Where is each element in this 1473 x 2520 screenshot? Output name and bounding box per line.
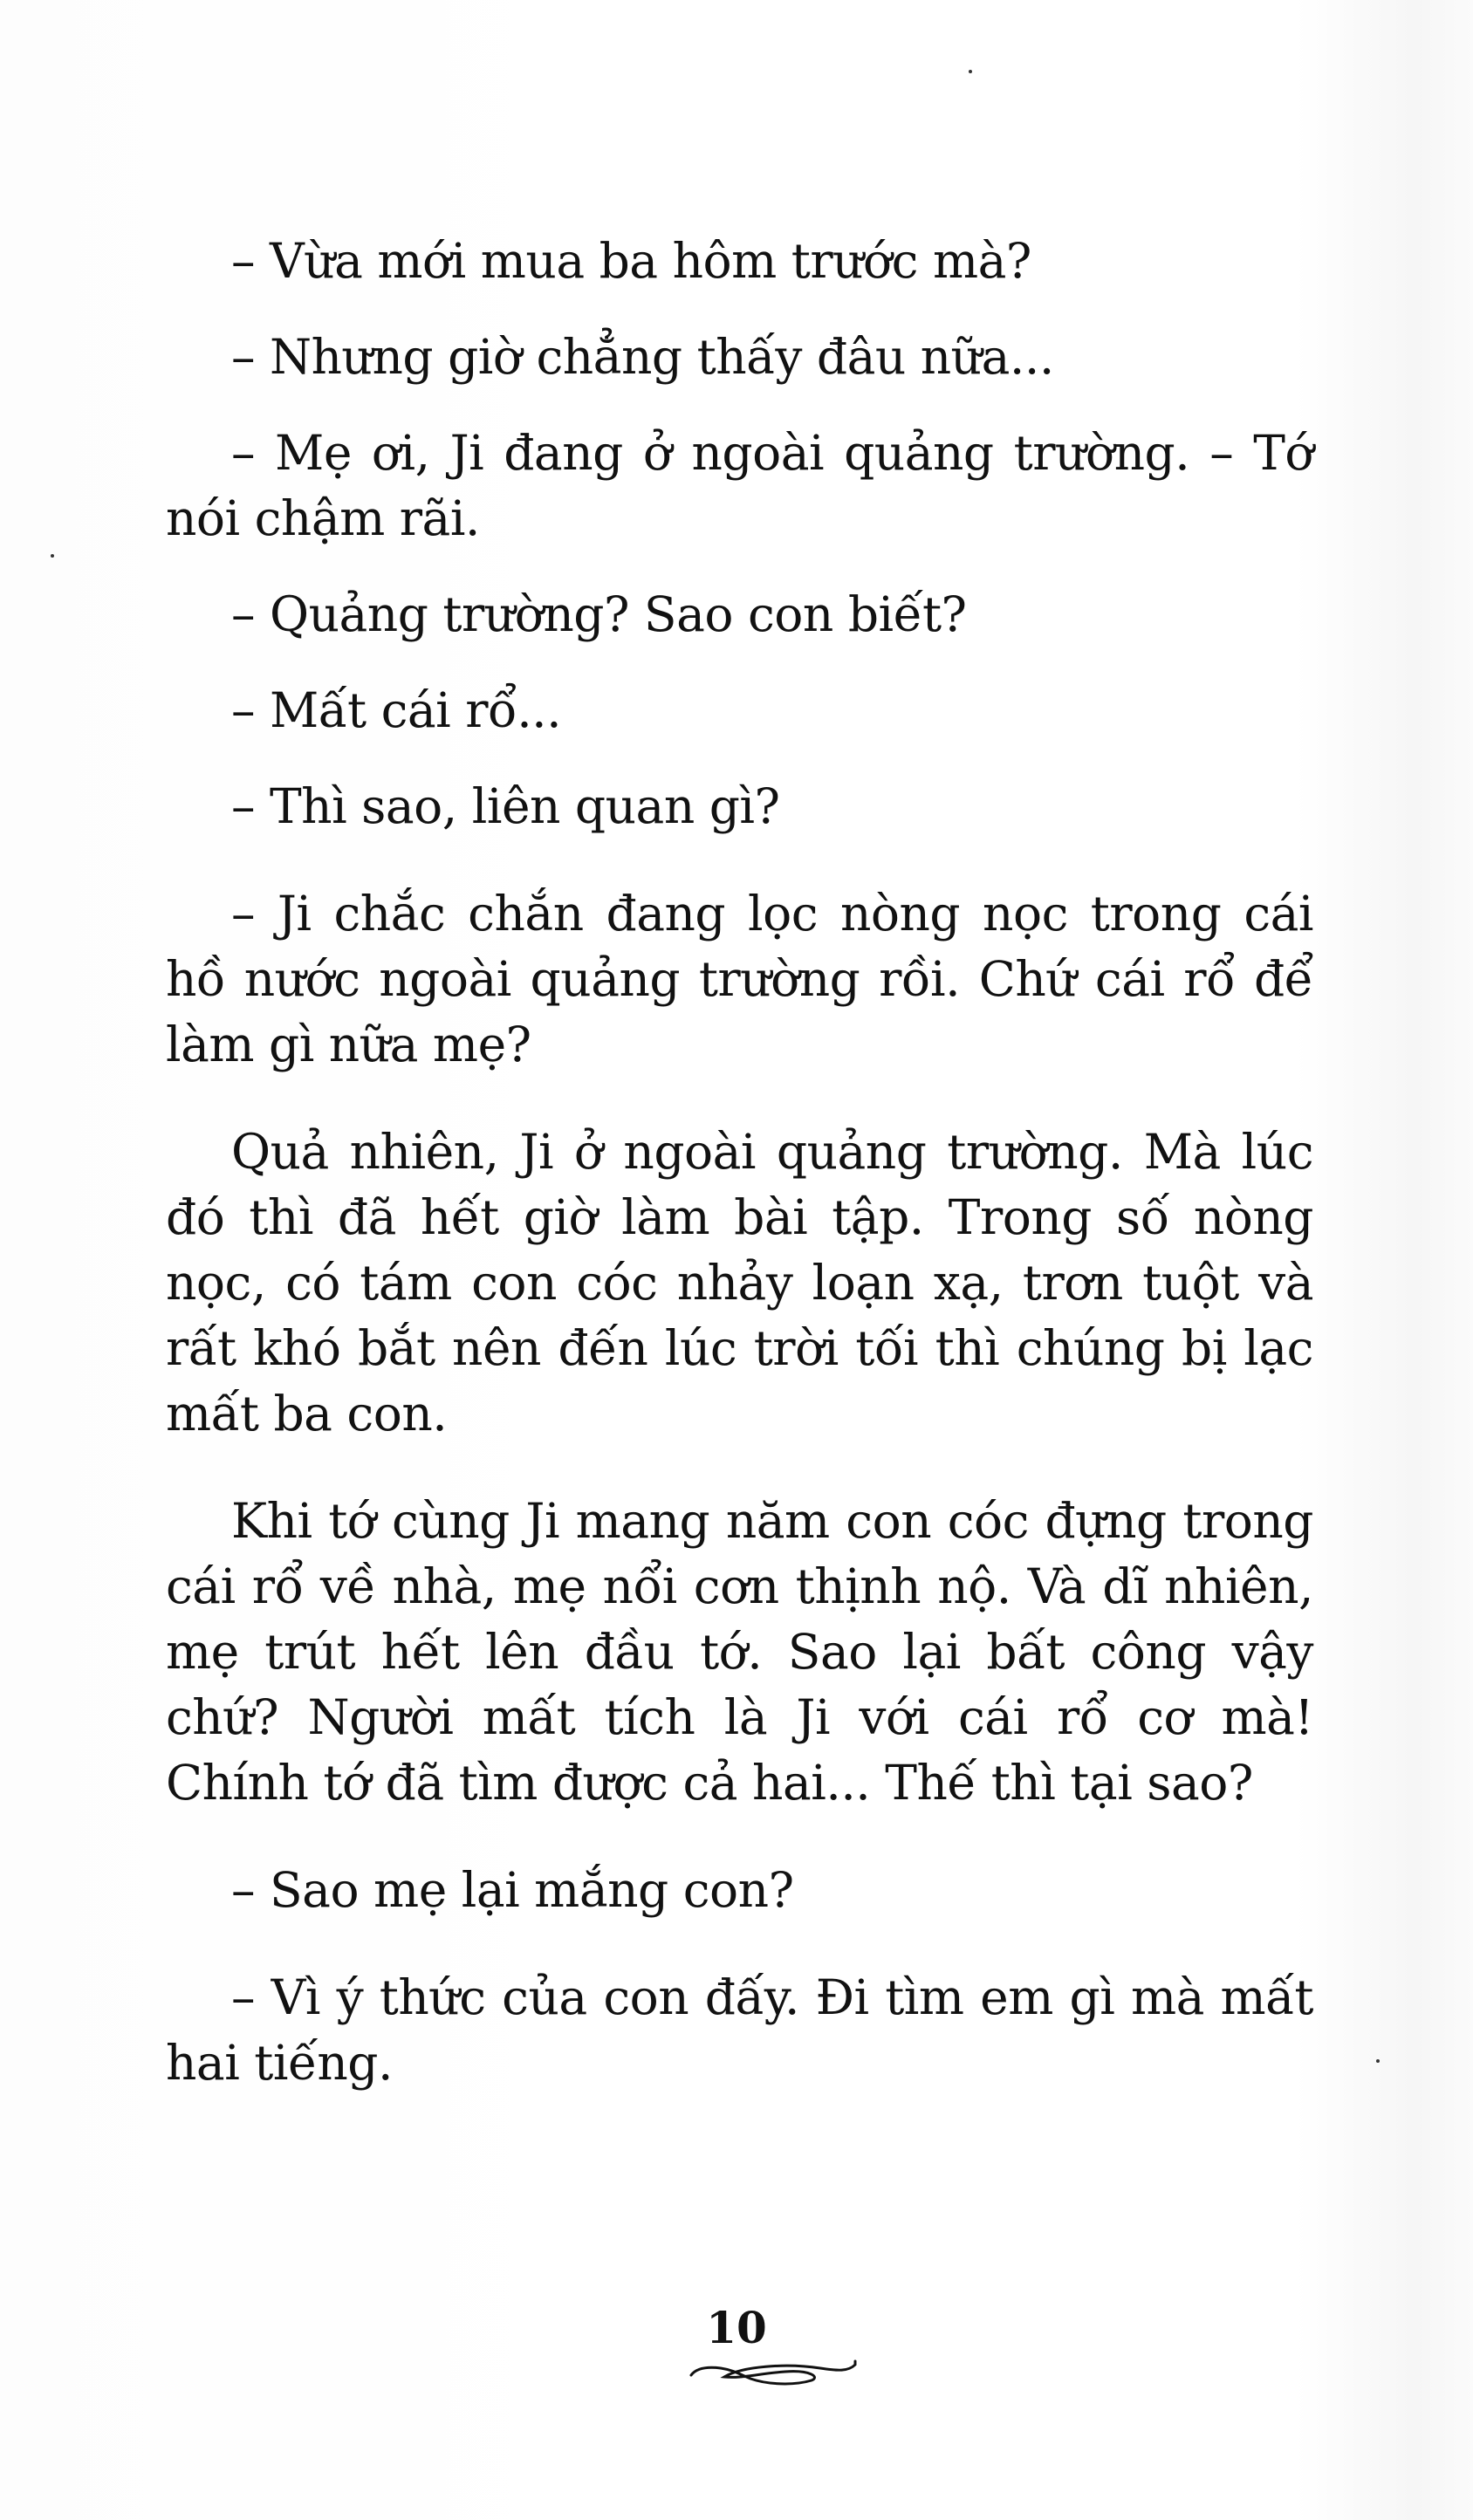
- scan-speck: [969, 70, 972, 73]
- scan-speck: [1376, 2059, 1380, 2063]
- dialogue-line: – Vừa mới mua ba hôm trước mà?: [231, 233, 1031, 289]
- dialogue-line: – Ji chắc chắn đang lọc nòng nọc trong cái hồ nước ngoài quảng trường rồi. Chứ cái rổ để làm gì nữa mẹ?: [166, 886, 1313, 1072]
- dialogue-line: – Nhưng giờ chẳng thấy đâu nữa...: [231, 329, 1054, 385]
- dialogue-line: – Thì sao, liên quan gì?: [231, 778, 780, 834]
- dialogue-line: – Sao mẹ lại mắng con?: [231, 1862, 794, 1918]
- page-body-text: [166, 229, 1313, 2096]
- narrative-paragraph: Quả nhiên, Ji ở ngoài quảng trường. Mà lúc đó thì đã hết giờ làm bài tập. Trong số nòng nọc, có tám con cóc nhảy loạn xạ, trơn tuột và rất khó bắt nên đến lúc trời tối thì chúng bị lạc mất ba con.: [166, 1124, 1313, 1441]
- page-number: 10: [706, 2302, 767, 2353]
- scan-speck: [51, 554, 54, 558]
- dialogue-line: – Mẹ ơi, Ji đang ở ngoài quảng trường. – Tớ nói chậm rãi.: [166, 425, 1313, 546]
- dialogue-line: – Mất cái rổ...: [231, 682, 562, 738]
- narrative-paragraph: Khi tớ cùng Ji mang năm con cóc đựng trong cái rổ về nhà, mẹ nổi cơn thịnh nộ. Và dĩ nhiên, mẹ trút hết lên đầu tớ. Sao lại bất công vậy chứ? Người mất tích là Ji với cái rổ cơ mà! Chính tớ đã tìm được cả hai... Thế thì tại sao?: [166, 1493, 1313, 1811]
- flourish-ornament-icon: [689, 2356, 864, 2391]
- dialogue-line: – Quảng trường? Sao con biết?: [231, 586, 967, 642]
- dialogue-line: – Vì ý thức của con đấy. Đi tìm em gì mà mất hai tiếng.: [166, 1969, 1313, 2091]
